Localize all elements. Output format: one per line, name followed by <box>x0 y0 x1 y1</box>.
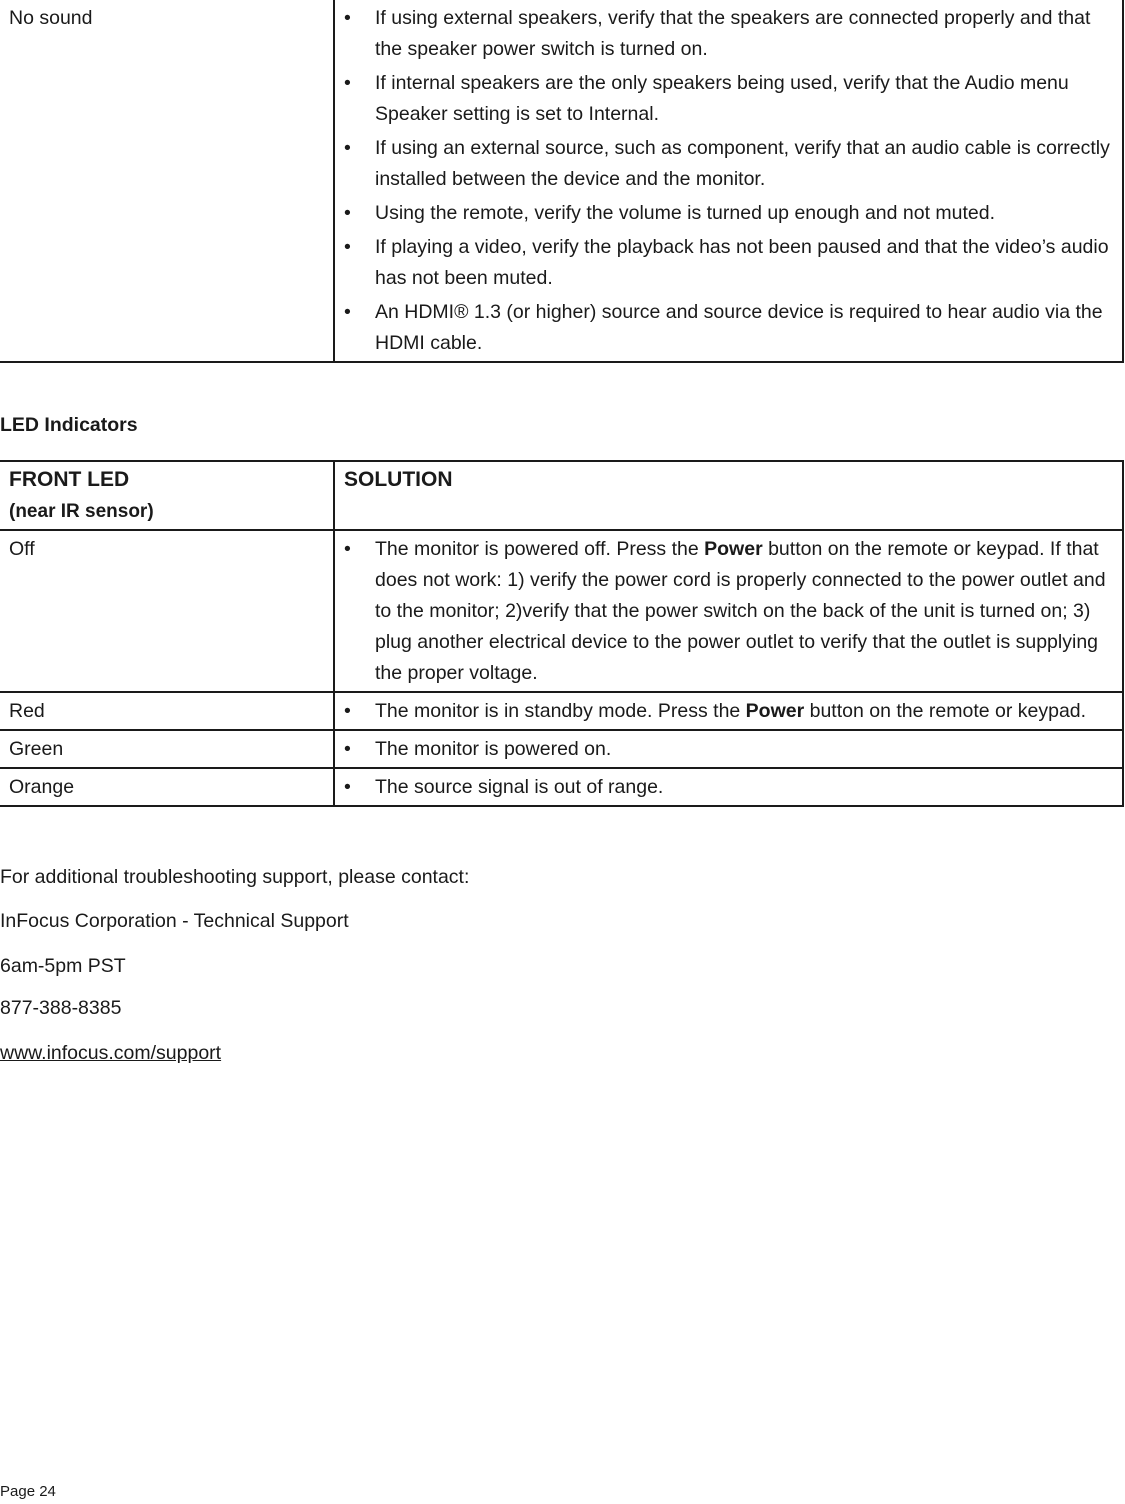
led-indicators-heading: LED Indicators <box>0 414 138 436</box>
led-label: Orange <box>9 776 75 798</box>
led-indicators-table <box>0 460 1124 807</box>
led-label: Off <box>9 538 35 560</box>
list-item: • An HDMI® 1.3 (or higher) source and source device is required to hear audio via the HDMI cable. <box>344 297 1112 359</box>
header-cell-solution <box>334 461 1123 530</box>
led-cell <box>0 768 334 806</box>
list-item: • Using the remote, verify the volume is turned up enough and not muted. <box>344 198 1112 229</box>
solution-text: The source signal is out of range. <box>375 776 664 798</box>
solution-cell <box>334 768 1123 806</box>
support-website-link[interactable]: www.infocus.com/support <box>0 1042 222 1064</box>
solution-list <box>344 3 1112 361</box>
solution-text: The monitor is in standby mode. Press the <box>375 700 746 722</box>
list-item <box>344 534 1112 689</box>
table-header-row <box>0 461 1123 530</box>
solution-text: The monitor is powered on. <box>375 738 612 760</box>
led-label: Green <box>9 738 64 760</box>
page-number: Page 24 <box>0 1483 56 1500</box>
solution-list <box>344 696 1112 729</box>
table-row <box>0 730 1123 768</box>
no-sound-table <box>0 0 1124 363</box>
header-cell-front-led <box>0 461 334 530</box>
contact-hours: 6am-5pm PST <box>0 955 126 977</box>
power-button-label: Power <box>745 700 805 722</box>
table-row <box>0 0 1123 362</box>
contact-company: InFocus Corporation - Technical Support <box>0 910 349 932</box>
list-item: • If playing a video, verify the playback has not been paused and that the video’s audio has not been muted. <box>344 232 1112 294</box>
list-item: • If using an external source, such as component, verify that an audio cable is correctly installed between the device and the monitor. <box>344 133 1112 195</box>
list-item: • If internal speakers are the only speakers being used, verify that the Audio menu Speaker setting is set to Internal. <box>344 68 1112 130</box>
table-row <box>0 692 1123 730</box>
table-row <box>0 768 1123 806</box>
list-item <box>344 734 1112 765</box>
problem-label: No sound <box>9 7 93 29</box>
solution-text: button on the remote or keypad. <box>804 700 1087 722</box>
contact-website <box>0 1042 221 1065</box>
solution-list <box>344 534 1112 691</box>
solution-cell <box>334 730 1123 768</box>
solution-list <box>344 734 1112 767</box>
solution-list <box>344 772 1112 805</box>
contact-intro: For additional troubleshooting support, please contact: <box>0 866 470 888</box>
led-cell <box>0 730 334 768</box>
solution-cell <box>334 530 1123 692</box>
led-cell <box>0 530 334 692</box>
solution-cell <box>334 692 1123 730</box>
solution-text: The monitor is powered off. Press the <box>375 538 705 560</box>
power-button-label: Power <box>704 538 763 560</box>
header-solution: SOLUTION <box>344 468 453 491</box>
problem-cell <box>0 0 334 362</box>
led-cell <box>0 692 334 730</box>
contact-phone: 877-388-8385 <box>0 997 122 1019</box>
table-row <box>0 530 1123 692</box>
list-item: • If using external speakers, verify that the speakers are connected properly and that the speaker power switch is turned on. <box>344 3 1112 65</box>
header-front-led: FRONT LED <box>9 468 130 491</box>
solution-cell <box>334 0 1123 362</box>
solution-text: button on the remote or keypad. If that does not work: 1) verify the power cord is properly connected to the power outlet and to the monitor; 2)verify that the power switch on the back of the unit is turned on; 3) plug another electrical device to the power outlet to verify that the outlet is supplying the proper voltage. <box>375 538 1106 684</box>
header-front-led-sub: (near IR sensor) <box>9 501 154 522</box>
list-item <box>344 696 1112 727</box>
list-item <box>344 772 1112 803</box>
led-label: Red <box>9 700 45 722</box>
